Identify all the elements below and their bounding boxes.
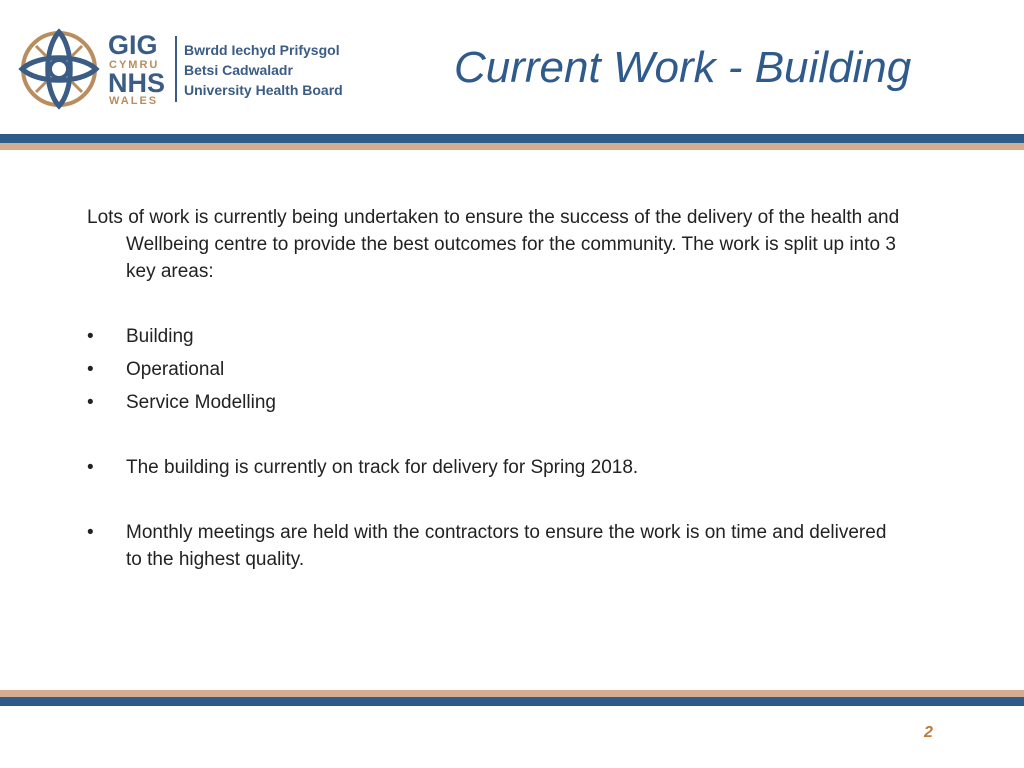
bullet-icon: • bbox=[87, 522, 94, 543]
header-rule-blue bbox=[0, 134, 1024, 143]
footer-rule-blue bbox=[0, 697, 1024, 706]
slide-body bbox=[87, 204, 907, 573]
slide-title: Current Work - Building bbox=[454, 43, 912, 92]
org-line-3: University Health Board bbox=[184, 82, 343, 98]
list-item bbox=[87, 454, 907, 481]
status-point-text: Monthly meetings are held with the contractors to ensure the work is on time and delivered to the highest quality. bbox=[126, 522, 887, 570]
logo-divider bbox=[175, 36, 177, 102]
key-area-label: Service Modelling bbox=[126, 392, 276, 413]
logo-org-name bbox=[184, 40, 343, 100]
list-item bbox=[87, 356, 907, 383]
bullet-icon: • bbox=[87, 392, 94, 413]
header-rule-tan bbox=[0, 143, 1024, 150]
footer-rule-tan bbox=[0, 690, 1024, 697]
bullet-icon: • bbox=[87, 359, 94, 380]
org-line-2: Betsi Cadwaladr bbox=[184, 62, 293, 78]
org-line-1: Bwrdd Iechyd Prifysgol bbox=[184, 42, 340, 58]
list-item bbox=[87, 323, 907, 350]
logo-cymru: CYMRU bbox=[109, 59, 160, 71]
key-areas-list bbox=[87, 323, 907, 416]
list-item bbox=[87, 519, 907, 573]
key-area-label: Building bbox=[126, 326, 194, 347]
logo-gig: GIG bbox=[108, 30, 158, 60]
status-points-list bbox=[87, 454, 907, 573]
bullet-icon: • bbox=[87, 457, 94, 478]
celtic-knot-icon bbox=[16, 26, 102, 112]
intro-paragraph: Lots of work is currently being undertaken to ensure the success of the delivery of the health and Wellbeing centre to provide the best outcomes for the community. The work is split up into 3 key areas: bbox=[87, 207, 900, 282]
page-number: 2 bbox=[924, 724, 933, 741]
bullet-icon: • bbox=[87, 326, 94, 347]
logo-nhs: NHS bbox=[108, 68, 166, 98]
list-item bbox=[87, 389, 907, 416]
logo-wales: WALES bbox=[109, 95, 159, 107]
status-point-text: The building is currently on track for delivery for Spring 2018. bbox=[126, 457, 639, 478]
nhs-logo bbox=[16, 26, 346, 112]
key-area-label: Operational bbox=[126, 359, 225, 380]
